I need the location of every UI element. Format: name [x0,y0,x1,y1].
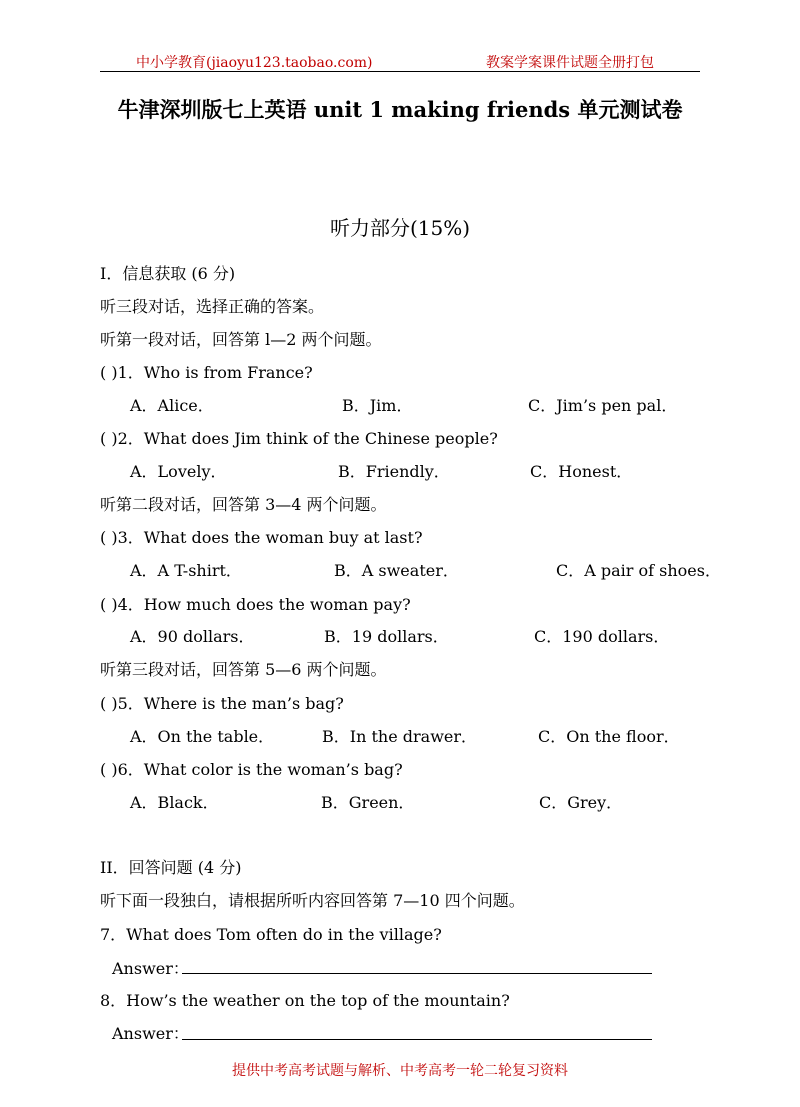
question-2: ( )2．What does Jim think of the Chinese people? [100,429,498,448]
q5-option-a: A．On the table． [130,727,275,746]
q5-option-b: B．In the drawer． [322,727,478,746]
part1-instruction: 听三段对话，选择正确的答案。 [100,297,325,316]
q7-answer-label: Answer： [112,959,189,978]
q1-option-a: A．Alice． [130,396,214,415]
q8-answer-blank[interactable] [182,1039,652,1040]
q8-answer-label: Answer： [112,1024,189,1043]
section-title: 听力部分(15%) [329,216,471,240]
q4-option-c: C．190 dollars． [534,627,670,646]
q2-option-a: A．Lovely． [130,462,227,481]
dialog2-instruction: 听第二段对话，回答第 3—4 两个问题。 [100,495,387,514]
q4-option-b: B．19 dollars． [324,627,449,646]
q2-option-c: C．Honest． [530,462,633,481]
dialog3-instruction: 听第三段对话，回答第 5—6 两个问题。 [100,660,387,679]
question-7: 7．What does Tom often do in the village? [100,925,442,944]
q1-option-c: C．Jim’s pen pal． [528,396,678,415]
q7-answer-blank[interactable] [182,973,652,974]
q3-option-c: C．A pair of shoes． [556,561,721,580]
document-title: 牛津深圳版七上英语 unit 1 making friends 单元测试卷 [117,97,683,122]
header-tagline: 教案学案课件试题全册打包 [486,55,654,71]
footer-promo: 提供中考高考试题与解析、中考高考一轮二轮复习资料 [232,1063,568,1079]
question-4: ( )4．How much does the woman pay? [100,595,411,614]
q4-option-a: A．90 dollars． [130,627,255,646]
part2-heading: II．回答问题 (4 分) [100,858,242,877]
q6-option-c: C．Grey． [539,793,623,812]
question-5: ( )5．Where is the man’s bag? [100,694,344,713]
question-6: ( )6．What color is the woman’s bag? [100,760,403,779]
header-divider [100,71,700,72]
part1-heading: I．信息获取 (6 分) [100,264,236,283]
q5-option-c: C．On the floor． [538,727,680,746]
q6-option-a: A．Black． [130,793,219,812]
q1-option-b: B．Jim． [342,396,413,415]
q3-option-b: B．A sweater． [334,561,459,580]
q3-option-a: A．A T-shirt． [130,561,242,580]
question-3: ( )3．What does the woman buy at last? [100,528,423,547]
dialog1-instruction: 听第一段对话，回答第 l—2 两个问题。 [100,330,382,349]
part2-instruction: 听下面一段独白，请根据所听内容回答第 7—10 四个问题。 [100,891,525,910]
question-1: ( )1．Who is from France? [100,363,313,382]
q2-option-b: B．Friendly． [338,462,450,481]
header-source-link[interactable]: 中小学教育(jiaoyu123.taobao.com) [136,55,373,71]
q6-option-b: B．Green． [321,793,415,812]
question-8: 8．How’s the weather on the top of the mountain? [100,991,510,1010]
